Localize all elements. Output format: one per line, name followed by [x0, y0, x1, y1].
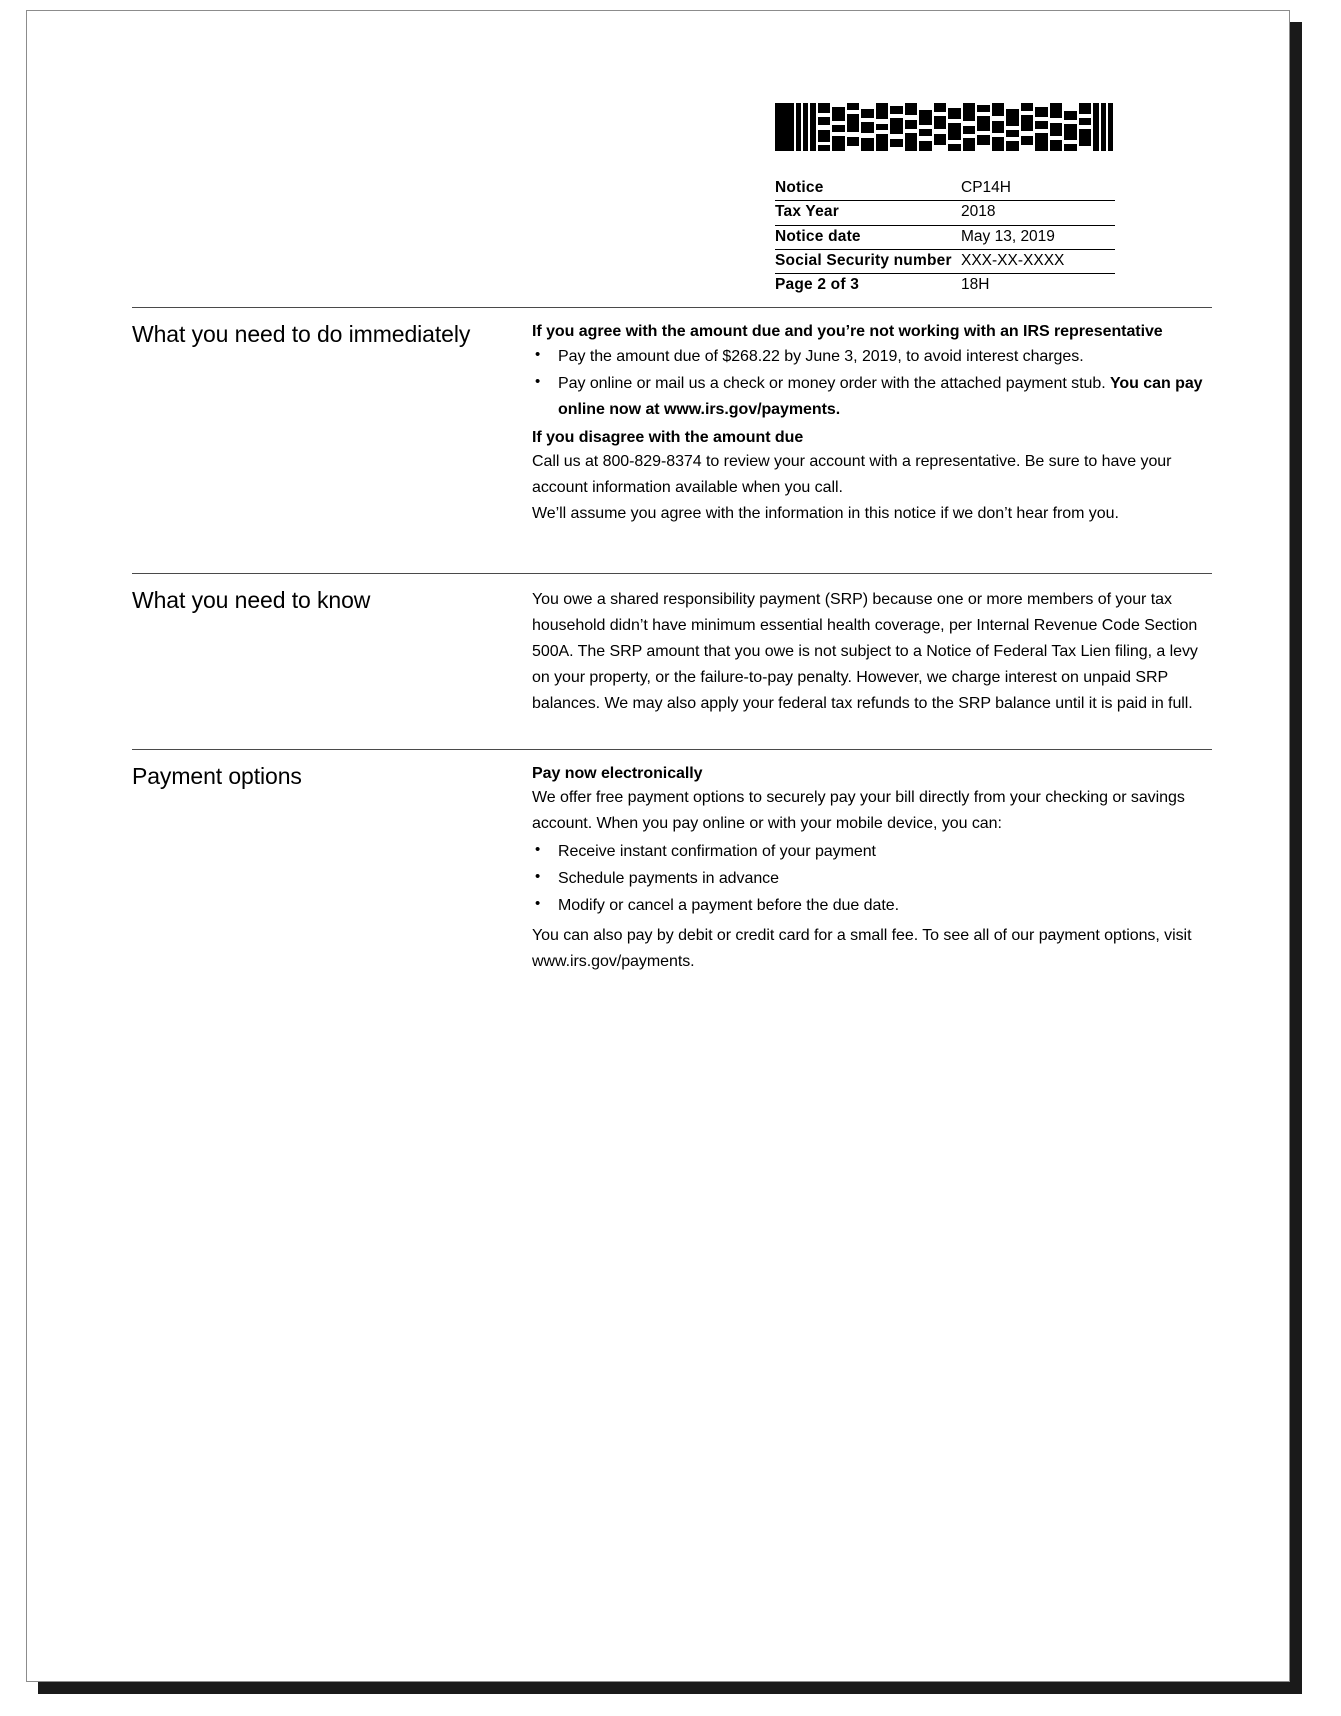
section-title-column	[132, 587, 532, 717]
assume-agreement-paragraph: We’ll assume you agree with the information in this notice if we don’t hear from you.	[532, 504, 1119, 522]
document-page	[26, 10, 1290, 1682]
page-number-label: Page 2 of 3	[775, 276, 860, 294]
list-item: • Receive instant confirmation of your payment	[532, 839, 1212, 865]
pay-now-subheading: Pay now electronically	[532, 765, 703, 782]
notice-date-value: May 13, 2019	[961, 225, 1115, 249]
list-item: • Modify or cancel a payment before the due date.	[532, 893, 1212, 919]
tax-year-label: Tax Year	[775, 201, 961, 225]
tax-year-value: 2018	[961, 201, 1115, 225]
section-what-to-do-immediately	[132, 307, 1212, 527]
table-row	[775, 225, 1115, 249]
notice-info-table	[775, 177, 1115, 297]
mail-barcode	[775, 103, 1115, 151]
section-title-column	[132, 763, 532, 974]
agree-subheading: If you agree with the amount due and you’re not working with an IRS representative	[532, 323, 1163, 340]
payment-intro-paragraph: We offer free payment options to securely pay your bill directly from your checking or savings account. When you pay online or with your mobile device, you can:	[532, 789, 1185, 833]
notice-value: CP14H	[961, 177, 1115, 201]
page-code-value: 18H	[961, 276, 990, 294]
bullet-text-normal: Pay online or mail us a check or money order with the attached payment stub.	[558, 375, 1110, 393]
payment-benefits-list	[532, 839, 1212, 919]
section-content-column	[532, 321, 1212, 527]
disagree-subheading: If you disagree with the amount due	[532, 428, 804, 446]
page-title: What you need to do immediately	[132, 321, 471, 347]
section-content-column	[532, 587, 1212, 717]
section-payment-options	[132, 749, 1212, 974]
table-row	[775, 201, 1115, 225]
agree-bullet-list	[532, 344, 1212, 423]
list-item: • Pay the amount due of $268.22 by June 3, 2019, to avoid interest charges.	[532, 344, 1212, 370]
section-heading-know: What you need to know	[132, 587, 371, 613]
section-heading-payment-options: Payment options	[132, 763, 302, 789]
disagree-paragraph: Call us at 800-829-8374 to review your account with a representative. Be sure to have your account information available when you call.	[532, 452, 1172, 496]
table-row	[775, 249, 1115, 273]
section-content-column	[532, 763, 1212, 974]
table-row	[775, 177, 1115, 201]
table-row	[775, 274, 1115, 298]
list-item	[532, 371, 1212, 423]
notice-date-label: Notice date	[775, 225, 961, 249]
document-body	[27, 11, 1289, 1681]
ssn-value: XXX-XX-XXXX	[961, 249, 1115, 273]
list-item: • Schedule payments in advance	[532, 866, 1212, 892]
bullet-text-bold: You can pay online now at www.irs.gov/payments.	[558, 375, 1203, 418]
payment-outro-paragraph: You can also pay by debit or credit card for a small fee. To see all of our payment options, visit www.irs.gov/payments.	[532, 926, 1192, 970]
ssn-label: Social Security number	[775, 249, 961, 273]
srp-explanation-paragraph: You owe a shared responsibility payment (SRP) because one or more members of your tax household didn’t have minimum essential health coverage, per Internal Revenue Code Section 500A. The SRP amount that you owe is not subject to a Notice of Federal Tax Lien filing, a levy on your property, or the failure-to-pay penalty. However, we charge interest on unpaid SRP balances. We may also apply your federal tax refunds to the SRP balance until it is paid in full.	[532, 591, 1198, 712]
section-title-column	[132, 321, 532, 527]
section-what-you-need-to-know	[132, 573, 1212, 717]
notice-label: Notice	[775, 177, 961, 201]
